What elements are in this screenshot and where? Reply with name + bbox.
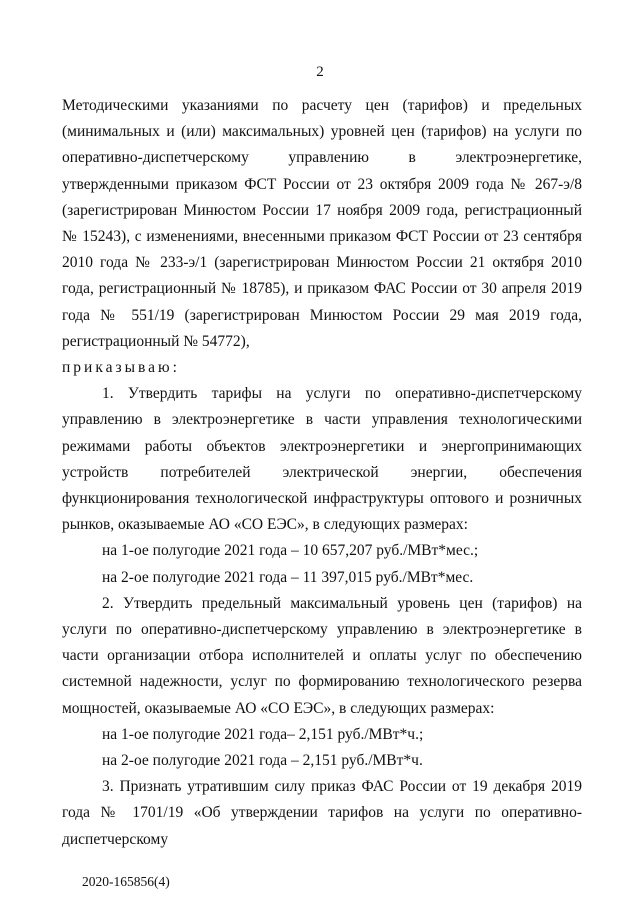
document-body <box>62 93 582 853</box>
item-2-half1: на 1-ое полугодие 2021 года– 2,151 руб./МВт*ч.; <box>102 725 424 743</box>
page-number: 2 <box>316 64 324 80</box>
footer-code: 2020-165856(4) <box>82 874 170 889</box>
item-1-half2: на 2-ое полугодие 2021 года – 11 397,015 руб./МВт*мес. <box>102 568 474 586</box>
item-3-text: 3. Признать утратившим силу приказ ФАС России от 19 декабря 2019 года № 1701/19 «Об утверждении тарифов на услуги по оперативно-диспетчерскому <box>62 778 582 848</box>
intro-paragraph: Методическими указаниями по расчету цен (тарифов) и предельных (минимальных и (или) максимальных) уровней цен (тарифов) на услуги по оперативно-диспетчерскому управлению в электроэнергетике, утвержденными приказом ФСТ России от 23 октября 2009 года № 267-э/8 (зарегистрирован Минюстом России 17 ноября 2009 года, регистрационный № 15243), с изменениями, внесенными приказом ФСТ России от 23 сентября 2010 года № 233-э/1 (зарегистрирован Минюстом России 21 октября 2010 года, регистрационный № 18785), и приказом ФАС России от 30 апреля 2019 года № 551/19 (зарегистрирован Минюстом России 29 мая 2019 года, регистрационный № 54772), <box>62 97 582 350</box>
item-1-text: 1. Утвердить тарифы на услуги по оперативно-диспетчерскому управлению в электроэнергетике в части управления технологическими режимами работы объектов электроэнергетики и энергопринимающих устройств потребителей электрической энергии, обеспечения функционирования технологической инфраструктуры оптового и розничных рынков, оказываемые АО «СО ЕЭС», в следующих размерах: <box>62 385 582 534</box>
item-1-half1: на 1-ое полугодие 2021 года – 10 657,207 руб./МВт*мес.; <box>102 542 479 560</box>
item-2-half2: на 2-ое полугодие 2021 года – 2,151 руб./МВт*ч. <box>102 752 423 770</box>
order-word: приказываю: <box>62 359 180 377</box>
item-2-text: 2. Утвердить предельный максимальный уровень цен (тарифов) на услуги по оперативно-диспетчерскому управлению в электроэнергетике в части организации отбора исполнителей и оплаты услуг по обеспечению системной надежности, услуг по формированию технологического резерва мощностей, оказываемые АО «СО ЕЭС», в следующих размерах: <box>62 594 582 717</box>
